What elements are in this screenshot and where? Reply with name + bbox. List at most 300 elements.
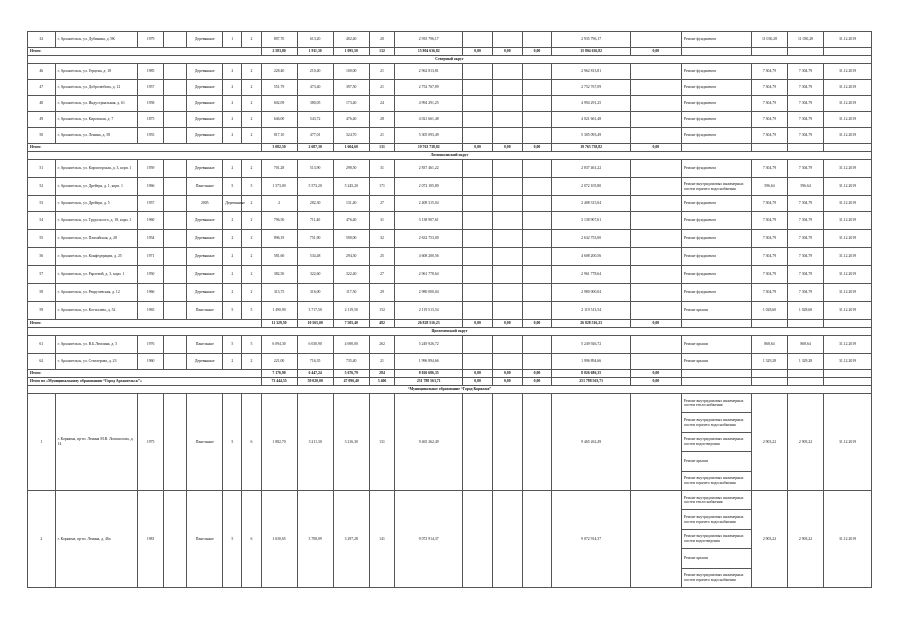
year-built: 1966 [138, 284, 163, 302]
residential-area: 100,00 [333, 64, 369, 80]
table-row [28, 196, 872, 212]
cost-local [522, 64, 552, 80]
cost-other [630, 64, 681, 80]
cost-other [630, 336, 681, 354]
deadline: 31.12.2019 [824, 248, 872, 266]
cost-other [630, 96, 681, 112]
unit-cost-max: 1 329,28 [788, 354, 824, 370]
residential-area: 2 119,50 [333, 302, 369, 320]
unit-cost-max: 7 304,79 [788, 266, 824, 284]
floors: 2 [223, 96, 242, 112]
address: г. Коряжма, пр-кт. Ленина М.В. Ломоносова, д. 14 [55, 394, 138, 491]
section-row [28, 152, 872, 160]
cost-other [630, 302, 681, 320]
section-heading: Северный округ [28, 56, 872, 64]
total-area: 6 094,30 [261, 336, 297, 354]
total-value [751, 370, 787, 378]
year-built: 1960 [138, 354, 163, 370]
work-type: Ремонт фундамента [681, 160, 751, 178]
unit-cost-max: 868,64 [788, 336, 824, 354]
unit-cost-max: 7 304,79 [788, 64, 824, 80]
living-area: 316,00 [297, 284, 333, 302]
unit-cost-limit: 7 304,79 [751, 212, 787, 230]
entrances: 5 [242, 336, 261, 354]
unit-cost-limit: 7 304,79 [751, 266, 787, 284]
cost-fund [463, 196, 493, 212]
floors: 2 [223, 266, 242, 284]
row-number: 51 [28, 160, 56, 178]
total-cost: 2 119 513,54 [395, 302, 463, 320]
total-value: 10 565,00 [297, 320, 333, 328]
residential-area: 590,00 [333, 230, 369, 248]
entrances: 2 [242, 284, 261, 302]
cost-regional [492, 96, 522, 112]
cost-fund [463, 112, 493, 128]
living-area: 513,90 [297, 160, 333, 178]
work-type: Ремонт фундамента [681, 64, 751, 80]
cost-local [522, 491, 552, 588]
cost-fund [463, 394, 493, 491]
total-area: 1 882,70 [261, 394, 297, 491]
year-built: 1971 [138, 248, 163, 266]
cost-local [522, 230, 552, 248]
total-area: 313,75 [261, 284, 297, 302]
cost-regional [492, 491, 522, 588]
unit-cost-max: 7 304,79 [788, 80, 824, 96]
cost-local [522, 284, 552, 302]
cost-owners: 2 408 315,04 [552, 196, 631, 212]
cost-other [630, 266, 681, 284]
address: г. Коряжма, пр-кт. Ленина, д. 46а [55, 491, 138, 588]
residents: 31 [369, 212, 394, 230]
cost-local [522, 128, 552, 144]
residential-area: 735,40 [333, 354, 369, 370]
cost-regional [492, 128, 522, 144]
total-value: 0,00 [492, 378, 522, 386]
total-value [788, 320, 824, 328]
total-value: 7 505,40 [333, 320, 369, 328]
year-commissioned [163, 491, 186, 588]
document-sheet [27, 31, 872, 588]
work-type: Ремонт фундамента [681, 32, 751, 48]
unit-cost-limit: 7 304,79 [751, 160, 787, 178]
cost-owners: 5 305 093,49 [552, 128, 631, 144]
total-cost: 2 752 767,09 [395, 80, 463, 96]
deadline: 31.12.2019 [824, 160, 872, 178]
total-cost: 1 996 894,66 [395, 354, 463, 370]
total-cost: 2 072 105,80 [395, 178, 463, 196]
cost-regional [492, 212, 522, 230]
row-number: 1 [28, 394, 56, 491]
deadline: 31.12.2019 [824, 336, 872, 354]
address: г. Архангельск, ул. Дубинина, д. 9К [55, 32, 138, 48]
living-area: 473,40 [297, 80, 333, 96]
total-value: 1 911,30 [297, 48, 333, 56]
wall-material: Деревянные [187, 160, 223, 178]
total-value [681, 370, 751, 378]
living-area: 6 030,90 [297, 336, 333, 354]
total-value [824, 48, 872, 56]
deadline: 31.12.2019 [824, 178, 872, 196]
entrances: 2 [242, 96, 261, 112]
work-type-list [681, 491, 751, 588]
total-label: Итого по «Муниципальному образованию “Город Архангельск”» [28, 378, 262, 386]
cost-regional [492, 266, 522, 284]
residents: 21 [369, 80, 394, 96]
total-value: 251 788 563,71 [395, 378, 463, 386]
total-value [788, 370, 824, 378]
total-value [751, 378, 787, 386]
residents: 141 [369, 491, 394, 588]
floors: 5 [223, 178, 242, 196]
total-value [681, 48, 751, 56]
total-area: 602,09 [261, 96, 297, 112]
total-value: 3 082,50 [261, 144, 297, 152]
table-row [28, 178, 872, 196]
work-type-item: Ремонт крыши [682, 452, 751, 471]
deadline: 31.12.2019 [824, 196, 872, 212]
work-type-item: Ремонт внутридомовых инженерных систем теплоснабжения [682, 491, 751, 510]
work-type: Ремонт крыши [681, 354, 751, 370]
year-commissioned [163, 230, 186, 248]
total-area: 896,19 [261, 230, 297, 248]
total-value [788, 378, 824, 386]
row-number: 50 [28, 128, 56, 144]
cost-owners: 1 996 894,66 [552, 354, 631, 370]
total-area: 1 573,00 [261, 178, 297, 196]
work-type-item: Ремонт внутридомовых инженерных систем теплоснабжения [682, 394, 751, 413]
residents: 29 [369, 284, 394, 302]
deadline: 31.12.2019 [824, 266, 872, 284]
deadline: 31.12.2019 [824, 80, 872, 96]
address: г. Архангельск, ул. Трудольсого, д. 18, корп. 1 [55, 212, 138, 230]
total-value: 6 447,24 [297, 370, 333, 378]
total-value: 0,00 [630, 370, 681, 378]
living-area: 751,90 [297, 230, 333, 248]
table-row [28, 96, 872, 112]
total-value: 482 [369, 320, 394, 328]
cost-other [630, 160, 681, 178]
cost-local [522, 394, 552, 491]
total-value [824, 320, 872, 328]
total-area: 228,40 [261, 64, 297, 80]
total-cost: 2 962 813,81 [395, 64, 463, 80]
cost-regional [492, 302, 522, 320]
residents: 31 [369, 160, 394, 178]
floors: 2 [223, 64, 242, 80]
wall-material: 2005 [187, 196, 223, 212]
cost-fund [463, 32, 493, 48]
total-value: 5 676,79 [333, 370, 369, 378]
unit-cost-limit: 7 304,79 [751, 112, 787, 128]
wall-material: Деревянные [187, 266, 223, 284]
row-number: 57 [28, 266, 56, 284]
section-heading: Ломоносовский округ [28, 152, 872, 160]
cost-fund [463, 128, 493, 144]
deadline: 31.12.2019 [824, 302, 872, 320]
address: г. Архангельск, ул. Костылева, д. 52 [55, 302, 138, 320]
total-cost: 2 980 000,04 [395, 284, 463, 302]
cost-other [630, 212, 681, 230]
unit-cost-max: 11 030,28 [788, 32, 824, 48]
entrances: 2 [242, 64, 261, 80]
entrances: 6 [242, 491, 261, 588]
row-number: 53 [28, 196, 56, 212]
unit-cost-max: 7 304,79 [788, 96, 824, 112]
entrances: 5 [242, 178, 261, 196]
total-value: 15 804 636,82 [395, 48, 463, 56]
cost-local [522, 32, 552, 48]
unit-cost-limit: 7 304,79 [751, 64, 787, 80]
unit-cost-max: 7 304,79 [788, 284, 824, 302]
table-row [28, 212, 872, 230]
cost-owners: 2 119 513,54 [552, 302, 631, 320]
work-type-item: Ремонт внутридомовых инженерных систем водоотведения [682, 433, 751, 452]
total-cost: 5 249 926,72 [395, 336, 463, 354]
total-cost: 4 021 661,48 [395, 112, 463, 128]
floors: 5 [223, 336, 242, 354]
cost-other [630, 128, 681, 144]
work-type: Ремонт фундамента [681, 230, 751, 248]
table-row [28, 160, 872, 178]
cost-local [522, 160, 552, 178]
total-cost: 5 305 093,49 [395, 128, 463, 144]
living-area: 5 573,20 [297, 178, 333, 196]
total-value: 0,00 [463, 378, 493, 386]
address: г. Архангельск, ул. Дрейера, д. 1, корп. 1 [55, 178, 138, 196]
total-value: 19 763 738,82 [552, 144, 631, 152]
wall-material: Деревянные [187, 112, 223, 128]
total-area: 796,50 [261, 212, 297, 230]
living-area: 613,20 [297, 32, 333, 48]
total-row [28, 320, 872, 328]
cost-fund [463, 212, 493, 230]
address: г. Архангельск, ул. Добролюбова, д. 12 [55, 80, 138, 96]
residential-area: 324,70 [333, 128, 369, 144]
work-type: Ремонт фундамента [681, 212, 751, 230]
cost-local [522, 96, 552, 112]
total-value: 0,00 [630, 48, 681, 56]
table-row [28, 266, 872, 284]
total-value: 0,00 [463, 48, 493, 56]
total-value: 59 020,00 [297, 378, 333, 386]
work-type-item: Ремонт внутридомовых инженерных систем горячего водоснабжения [682, 510, 751, 529]
unit-cost-limit: 1 329,28 [751, 354, 787, 370]
wall-material: Панельные [187, 302, 223, 320]
total-cost: 2 935 796,17 [395, 32, 463, 48]
residents: 21 [369, 354, 394, 370]
total-area: 807,70 [261, 32, 297, 48]
wall-material: Деревянные [187, 212, 223, 230]
year-commissioned [163, 266, 186, 284]
total-area: 1 630,65 [261, 491, 297, 588]
total-value: 251 788 563,71 [552, 378, 631, 386]
cost-fund [463, 248, 493, 266]
total-cost: 9 465 262,49 [395, 394, 463, 491]
residents: 24 [369, 96, 394, 112]
floors: 2 [223, 354, 242, 370]
unit-cost-limit: 7 304,79 [751, 128, 787, 144]
total-value: 0,00 [463, 370, 493, 378]
row-number: 55 [28, 230, 56, 248]
wall-material: Деревянные [187, 248, 223, 266]
total-value [824, 378, 872, 386]
total-value [681, 320, 751, 328]
living-area: 3 717,50 [297, 302, 333, 320]
floors: 2 [223, 248, 242, 266]
residential-area: 5 245,20 [333, 178, 369, 196]
year-commissioned [163, 128, 186, 144]
total-value: 0,00 [522, 378, 552, 386]
work-type: Ремонт крыши [681, 336, 751, 354]
row-number: 58 [28, 284, 56, 302]
year-commissioned [163, 32, 186, 48]
work-type: Ремонт фундамента [681, 96, 751, 112]
entrances: 2 [242, 354, 261, 370]
total-cost: 2 837 461,22 [395, 160, 463, 178]
cost-other [630, 178, 681, 196]
unit-cost-limit: 2 903,22 [751, 394, 787, 491]
year-built: 1955 [138, 128, 163, 144]
year-built: 1966 [138, 178, 163, 196]
total-value: 19 763 738,82 [395, 144, 463, 152]
year-commissioned [163, 248, 186, 266]
year-commissioned [163, 302, 186, 320]
wall-material: Панельные [187, 491, 223, 588]
total-value: 2 687,30 [297, 144, 333, 152]
work-type: Ремонт фундамента [681, 112, 751, 128]
section-row [28, 56, 872, 64]
work-type: Ремонт фундамента [681, 128, 751, 144]
cost-owners: 2 072 105,80 [552, 178, 631, 196]
cost-local [522, 178, 552, 196]
cost-local [522, 248, 552, 266]
residents: 171 [369, 178, 394, 196]
total-row [28, 48, 872, 56]
total-value: 0,00 [492, 320, 522, 328]
living-area: 534,48 [297, 248, 333, 266]
total-value [681, 144, 751, 152]
residents: 32 [369, 230, 394, 248]
residential-area: 131,40 [333, 196, 369, 212]
cost-regional [492, 32, 522, 48]
address: г. Архангельск, ул. Ленина, д. 58 [55, 128, 138, 144]
total-row [28, 144, 872, 152]
entrances: 2 [242, 266, 261, 284]
total-value [751, 48, 787, 56]
work-type: Ремонт фундамента [681, 196, 751, 212]
cost-regional [492, 160, 522, 178]
cost-fund [463, 80, 493, 96]
total-label: Итого: [28, 48, 262, 56]
floors: 2 [223, 128, 242, 144]
year-built: 1960 [138, 212, 163, 230]
cost-owners: 2 752 767,09 [552, 80, 631, 96]
deadline: 31.12.2019 [824, 212, 872, 230]
unit-cost-max: 7 304,79 [788, 160, 824, 178]
living-area: 3 708,09 [297, 491, 333, 588]
residents: 20 [369, 32, 394, 48]
total-area: 382,50 [261, 266, 297, 284]
unit-cost-max: 2 903,22 [788, 491, 824, 588]
unit-cost-limit: 7 304,79 [751, 196, 787, 212]
work-type-item: Ремонт внутридомовых инженерных систем горячего водоснабжения [682, 413, 751, 432]
total-value: 73 444,55 [261, 378, 297, 386]
address: г. Архангельск, ул. Конфедерации, д. 25 [55, 248, 138, 266]
cost-regional [492, 336, 522, 354]
cost-regional [492, 394, 522, 491]
total-value: 47 096,40 [333, 378, 369, 386]
wall-material: Деревянные [187, 80, 223, 96]
residential-area: 476,40 [333, 112, 369, 128]
total-value: 0,00 [463, 144, 493, 152]
cost-other [630, 32, 681, 48]
cost-other [630, 80, 681, 96]
total-area: 551,79 [261, 80, 297, 96]
entrances: 2 [242, 80, 261, 96]
living-area: 543,72 [297, 112, 333, 128]
total-area: 1 490,90 [261, 302, 297, 320]
cost-owners: 9 072 914,37 [552, 491, 631, 588]
deadline: 31.12.2019 [824, 64, 872, 80]
residential-area: 173,40 [333, 96, 369, 112]
entrances: 2 [242, 196, 261, 212]
total-value: 0,00 [630, 378, 681, 386]
unit-cost-limit: 868,64 [751, 336, 787, 354]
cost-fund [463, 230, 493, 248]
total-cost: 2 632 753,00 [395, 230, 463, 248]
total-value: 284 [369, 370, 394, 378]
unit-cost-limit: 1 028,60 [751, 302, 787, 320]
unit-cost-max: 2 903,22 [788, 394, 824, 491]
table-row [28, 80, 872, 96]
table-row [28, 302, 872, 320]
cost-fund [463, 64, 493, 80]
residents: 27 [369, 266, 394, 284]
total-value: 3 406 [369, 378, 394, 386]
cost-fund [463, 491, 493, 588]
living-area: 380,05 [297, 96, 333, 112]
floors: 2 [223, 230, 242, 248]
total-value: 0,00 [492, 144, 522, 152]
work-type: Ремонт крыши [681, 302, 751, 320]
unit-cost-max: 7 304,79 [788, 196, 824, 212]
cost-owners: 4 021 661,48 [552, 112, 631, 128]
total-value: 15 804 636,82 [552, 48, 631, 56]
row-number: 61 [28, 336, 56, 354]
cost-other [630, 230, 681, 248]
row-number: 59 [28, 302, 56, 320]
address: г. Архангельск, ул. Карпогорская, д. 3, корп. 1 [55, 160, 138, 178]
total-value: 8 026 686,35 [552, 370, 631, 378]
table-row [28, 112, 872, 128]
residential-area: 397,50 [333, 80, 369, 96]
unit-cost-limit: 11 030,28 [751, 32, 787, 48]
residential-area: 3 216,30 [333, 394, 369, 491]
total-label: Итого: [28, 144, 262, 152]
year-built: 1954 [138, 230, 163, 248]
unit-cost-limit: 7 304,79 [751, 80, 787, 96]
unit-cost-limit: 596,64 [751, 178, 787, 196]
unit-cost-max: 7 304,79 [788, 212, 824, 230]
total-area: 701,28 [261, 160, 297, 178]
year-commissioned [163, 336, 186, 354]
work-type: Ремонт фундамента [681, 284, 751, 302]
work-type-list [681, 394, 751, 491]
residential-area: 294,30 [333, 248, 369, 266]
year-commissioned [163, 80, 186, 96]
floors: 5 [223, 394, 242, 491]
